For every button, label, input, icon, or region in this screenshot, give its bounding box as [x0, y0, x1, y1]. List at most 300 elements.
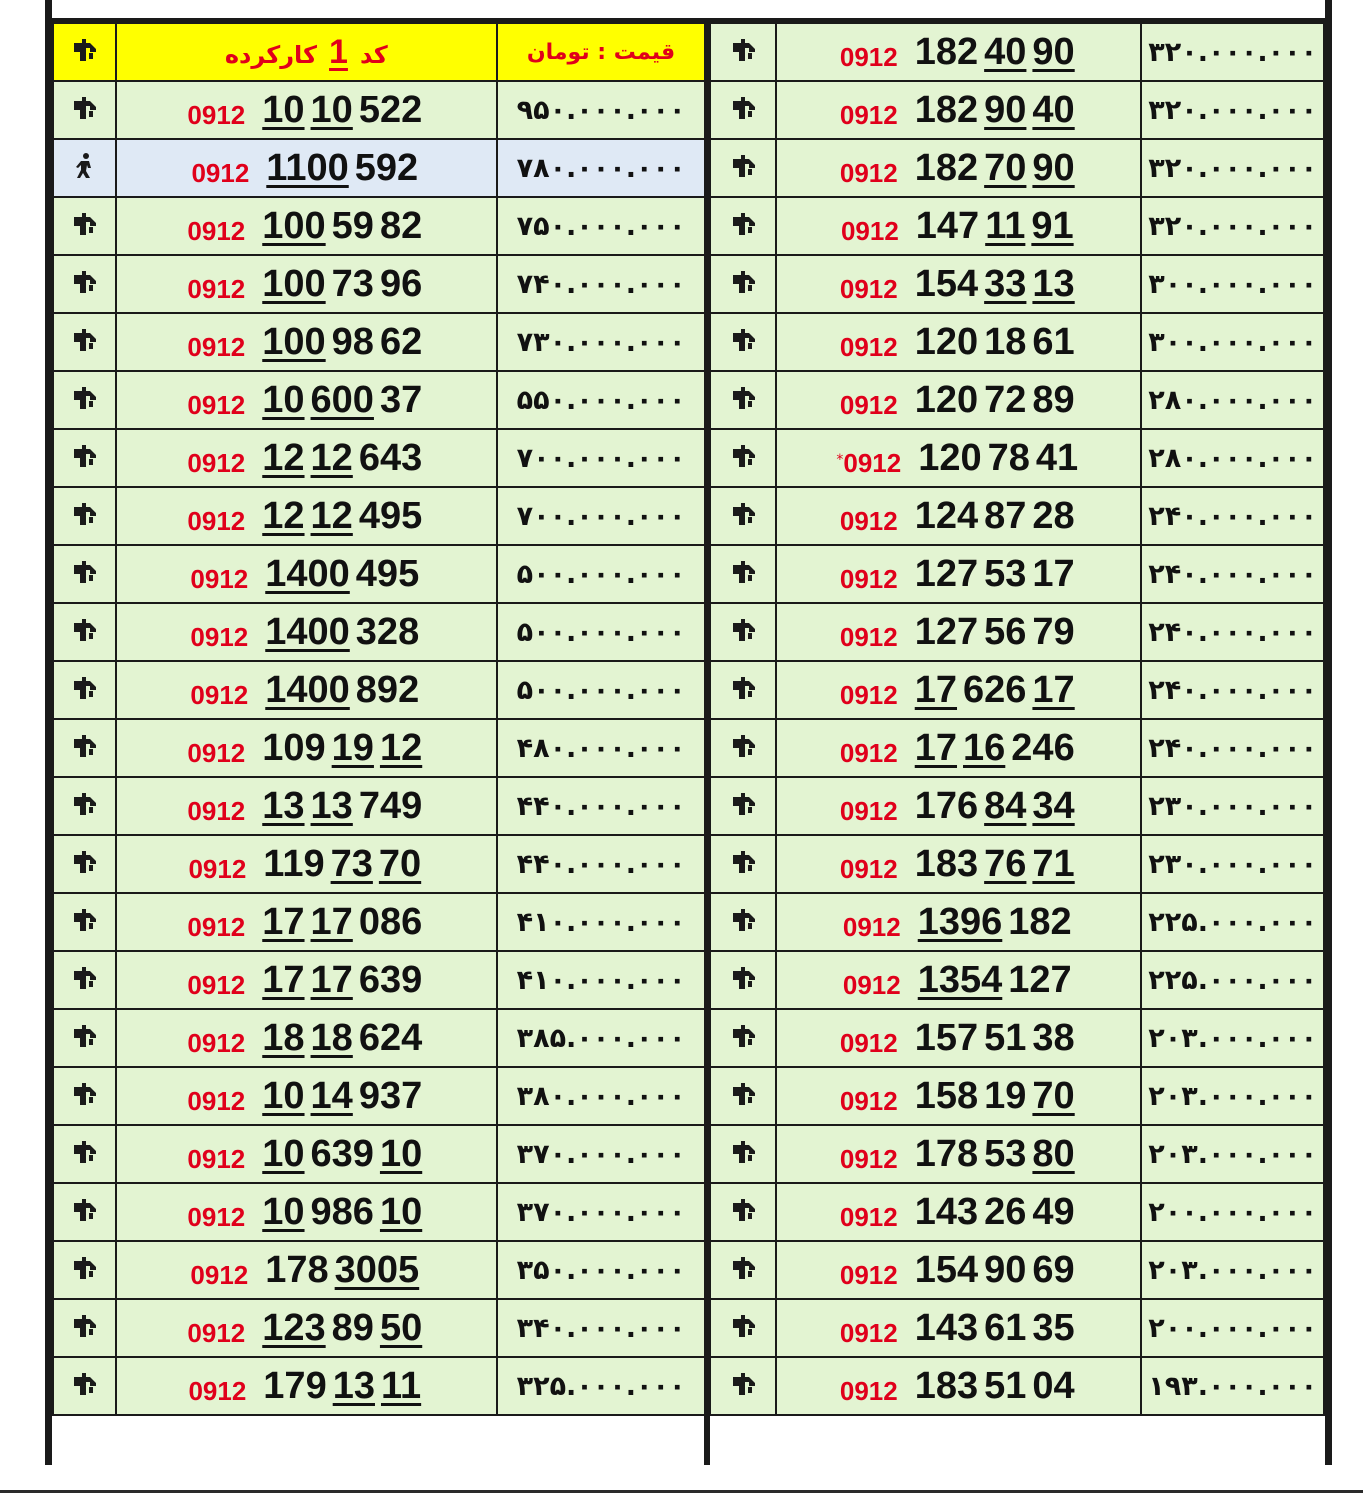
number-segment: 90	[984, 88, 1027, 131]
row-icon-cell	[53, 81, 116, 139]
number-segment: 72	[984, 378, 1027, 421]
number-prefix: 0912	[842, 969, 901, 1000]
phone-number-cell	[776, 1125, 1141, 1183]
number-prefix: 0912	[839, 41, 898, 72]
table-row	[710, 777, 1324, 835]
price-cell: ۳۴۰.۰۰۰.۰۰۰	[497, 1299, 705, 1357]
number-prefix: 0912	[839, 1085, 898, 1116]
row-icon-cell	[710, 1183, 776, 1241]
table-row	[53, 1241, 705, 1299]
phone-number-cell	[116, 661, 498, 719]
header-code-number: 1	[329, 32, 348, 71]
sim-card-icon	[69, 1311, 99, 1341]
sim-card-icon	[728, 325, 758, 355]
number-prefix: 0912	[187, 1317, 246, 1348]
number-segment: 13	[262, 784, 305, 827]
phone-number	[912, 321, 1078, 363]
header-title-suffix: کارکرده	[224, 40, 318, 69]
table-header-row	[53, 23, 705, 81]
phone-number-cell	[116, 1067, 498, 1125]
number-segment: 50	[379, 1306, 423, 1349]
number-segment: 495	[355, 552, 420, 595]
phone-number-cell	[776, 23, 1141, 81]
number-segment: 98	[331, 320, 374, 363]
phone-number-cell	[116, 545, 498, 603]
number-segment: 79	[1032, 610, 1075, 653]
number-prefix: 0912	[190, 563, 249, 594]
sim-card-icon	[69, 1253, 99, 1283]
number-prefix: 0912	[187, 1027, 246, 1058]
table-row	[710, 1009, 1324, 1067]
price-cell: ۲۴۰.۰۰۰.۰۰۰	[1141, 661, 1324, 719]
number-prefix: 0912	[187, 99, 246, 130]
sim-card-icon	[728, 383, 758, 413]
number-segment: 12	[379, 726, 423, 769]
price-cell: ۵۰۰.۰۰۰.۰۰۰	[497, 603, 705, 661]
number-prefix: 0912	[187, 273, 246, 304]
table-row	[53, 371, 705, 429]
number-prefix: 0912	[187, 215, 246, 246]
row-icon-cell	[53, 893, 116, 951]
number-segment: 13	[310, 784, 353, 827]
header-title	[224, 32, 388, 71]
number-prefix: 0912	[187, 1085, 246, 1116]
row-icon-cell	[53, 1125, 116, 1183]
sim-card-icon	[69, 267, 99, 297]
number-segment: 120	[914, 378, 979, 421]
number-segment: 1400	[265, 552, 350, 595]
phone-number-cell	[776, 603, 1141, 661]
sim-card-icon	[728, 1369, 758, 1399]
phone-number	[915, 901, 1075, 943]
sim-card-icon	[728, 35, 758, 65]
header-title-cell	[116, 23, 498, 81]
price-cell: ۵۰۰.۰۰۰.۰۰۰	[497, 661, 705, 719]
row-icon-cell	[53, 777, 116, 835]
table-row	[53, 1183, 705, 1241]
number-segment: 127	[914, 552, 979, 595]
number-prefix: 0912	[839, 273, 898, 304]
number-segment: 179	[263, 1364, 327, 1407]
phone-number	[259, 495, 425, 537]
price-cell: ۳۷۰.۰۰۰.۰۰۰	[497, 1183, 705, 1241]
number-prefix: 0912	[839, 1201, 898, 1232]
number-segment: 937	[358, 1074, 423, 1117]
sim-card-icon	[728, 789, 758, 819]
number-segment: 1100	[266, 146, 349, 189]
row-icon-cell	[710, 81, 776, 139]
number-segment: 109	[262, 726, 326, 769]
price-cell: ۷۵۰.۰۰۰.۰۰۰	[497, 197, 705, 255]
table-row	[53, 255, 705, 313]
table-row	[710, 951, 1324, 1009]
row-icon-cell	[53, 429, 116, 487]
number-segment: 17	[262, 900, 305, 943]
phone-number	[915, 437, 1081, 479]
sim-card-icon	[728, 93, 758, 123]
table-row	[53, 545, 705, 603]
phone-number	[259, 321, 425, 363]
sim-card-icon	[69, 325, 99, 355]
phone-number-cell	[776, 1067, 1141, 1125]
phone-number	[912, 263, 1078, 305]
phone-number-cell	[116, 1357, 498, 1415]
row-icon-cell	[710, 835, 776, 893]
number-prefix: 0912	[187, 505, 246, 536]
phone-number	[912, 495, 1078, 537]
sim-card-icon	[728, 267, 758, 297]
number-segment: 154	[914, 1248, 979, 1291]
number-segment: 522	[358, 88, 423, 131]
number-prefix: 0912	[839, 795, 898, 826]
table-row	[710, 139, 1324, 197]
number-segment: 10	[262, 1074, 305, 1117]
row-icon-cell	[53, 1241, 116, 1299]
price-cell: ۷۴۰.۰۰۰.۰۰۰	[497, 255, 705, 313]
price-cell: ۳۷۰.۰۰۰.۰۰۰	[497, 1125, 705, 1183]
phone-number	[259, 901, 425, 943]
number-segment: 183	[914, 842, 979, 885]
row-icon-cell	[53, 313, 116, 371]
table-row	[53, 893, 705, 951]
price-cell: ۳۲۵.۰۰۰.۰۰۰	[497, 1357, 705, 1415]
phone-number	[915, 959, 1075, 1001]
number-segment: 119	[263, 842, 325, 885]
sim-card-icon	[69, 905, 99, 935]
number-prefix: 0912	[191, 157, 250, 188]
price-cell: ۳۰۰.۰۰۰.۰۰۰	[1141, 313, 1324, 371]
number-segment: 37	[379, 378, 423, 421]
person-icon	[69, 151, 99, 181]
number-segment: 182	[914, 88, 979, 131]
table-row	[710, 1241, 1324, 1299]
number-prefix: 0912	[187, 447, 246, 478]
sim-card-icon	[69, 35, 99, 65]
left-border	[45, 0, 52, 1465]
sim-card-icon	[69, 441, 99, 471]
phone-number	[259, 1307, 425, 1349]
number-segment: 28	[1032, 494, 1075, 537]
row-icon-cell	[710, 313, 776, 371]
number-segment: 62	[379, 320, 423, 363]
table-row	[53, 603, 705, 661]
number-prefix: 0912	[839, 853, 898, 884]
phone-number	[912, 785, 1078, 827]
left-number-table	[52, 22, 706, 1416]
price-cell: ۳۲۰.۰۰۰.۰۰۰	[1141, 23, 1324, 81]
number-segment: 11	[985, 204, 1026, 247]
number-segment: 12	[310, 494, 353, 537]
number-segment: 120	[918, 436, 982, 479]
row-icon-cell	[53, 255, 116, 313]
header-price-cell	[497, 23, 705, 81]
row-icon-cell	[710, 661, 776, 719]
price-cell: ۴۱۰.۰۰۰.۰۰۰	[497, 951, 705, 1009]
price-cell: ۳۰۰.۰۰۰.۰۰۰	[1141, 255, 1324, 313]
sim-card-icon	[69, 383, 99, 413]
sim-card-icon	[69, 1137, 99, 1167]
number-segment: 17	[310, 900, 353, 943]
sim-card-icon	[69, 673, 99, 703]
price-cell: ۳۲۰.۰۰۰.۰۰۰	[1141, 81, 1324, 139]
number-prefix: 0912	[839, 563, 898, 594]
phone-number	[912, 31, 1078, 73]
number-prefix: 0912	[190, 621, 249, 652]
table-row	[53, 197, 705, 255]
number-prefix: 0912	[190, 679, 249, 710]
phone-number	[912, 89, 1078, 131]
price-cell: ۲۸۰.۰۰۰.۰۰۰	[1141, 429, 1324, 487]
phone-number-cell	[116, 1299, 498, 1357]
number-segment: 40	[1032, 88, 1075, 131]
sim-card-icon	[69, 1021, 99, 1051]
number-prefix: 0912	[839, 157, 898, 188]
sim-card-icon	[728, 963, 758, 993]
sim-card-icon	[728, 615, 758, 645]
price-cell: ۴۱۰.۰۰۰.۰۰۰	[497, 893, 705, 951]
number-segment: 51	[984, 1016, 1027, 1059]
right-number-table	[709, 22, 1325, 1416]
number-segment: 626	[963, 668, 1027, 711]
phone-number	[259, 437, 425, 479]
row-icon-cell	[710, 1357, 776, 1415]
phone-number-cell	[776, 1357, 1141, 1415]
number-segment: 154	[914, 262, 979, 305]
price-cell: ۲۰۳.۰۰۰.۰۰۰	[1141, 1009, 1324, 1067]
number-segment: 18	[984, 320, 1027, 363]
price-cell: ۴۴۰.۰۰۰.۰۰۰	[497, 835, 705, 893]
phone-number-cell	[776, 661, 1141, 719]
number-prefix: 0912	[187, 969, 246, 1000]
number-segment: 127	[914, 610, 979, 653]
number-segment: 71	[1032, 842, 1075, 885]
number-segment: 246	[1011, 726, 1075, 769]
number-segment: 17	[1032, 552, 1075, 595]
number-segment: 56	[984, 610, 1027, 653]
table-row	[53, 1009, 705, 1067]
table-row	[53, 661, 705, 719]
row-icon-cell	[53, 603, 116, 661]
number-segment: 17	[262, 958, 305, 1001]
price-cell: ۷۳۰.۰۰۰.۰۰۰	[497, 313, 705, 371]
phone-number-cell	[776, 429, 1141, 487]
row-icon-cell	[710, 951, 776, 1009]
number-segment: 59	[331, 204, 374, 247]
phone-number	[262, 553, 422, 595]
number-segment: 600	[310, 378, 374, 421]
sim-card-icon	[69, 93, 99, 123]
price-cell: ۳۸۵.۰۰۰.۰۰۰	[497, 1009, 705, 1067]
number-segment: 17	[310, 958, 353, 1001]
row-icon-cell	[53, 835, 116, 893]
price-cell: ۷۰۰.۰۰۰.۰۰۰	[497, 487, 705, 545]
price-cell: ۵۰۰.۰۰۰.۰۰۰	[497, 545, 705, 603]
table-row	[710, 429, 1324, 487]
table-row	[710, 1125, 1324, 1183]
table-row	[710, 893, 1324, 951]
number-segment: 19	[984, 1074, 1027, 1117]
phone-number	[260, 843, 424, 885]
phone-number	[262, 611, 422, 653]
sim-card-icon	[728, 847, 758, 877]
row-icon-cell	[53, 951, 116, 1009]
number-segment: 38	[1032, 1016, 1075, 1059]
phone-number	[259, 1017, 425, 1059]
number-prefix: 0912	[839, 1259, 898, 1290]
number-segment: 178	[265, 1248, 329, 1291]
sim-card-icon	[728, 441, 758, 471]
number-segment: 892	[355, 668, 420, 711]
price-cell: ۲۴۰.۰۰۰.۰۰۰	[1141, 487, 1324, 545]
row-icon-cell	[53, 197, 116, 255]
number-prefix: 0912	[843, 447, 902, 478]
price-cell: ۳۸۰.۰۰۰.۰۰۰	[497, 1067, 705, 1125]
phone-number-cell	[116, 1183, 498, 1241]
phone-number	[262, 1249, 422, 1291]
number-prefix: 0912	[842, 911, 901, 942]
row-icon-cell	[710, 719, 776, 777]
price-cell: ۲۳۰.۰۰۰.۰۰۰	[1141, 835, 1324, 893]
number-prefix: 0912	[839, 331, 898, 362]
price-cell: ۲۴۰.۰۰۰.۰۰۰	[1141, 545, 1324, 603]
table-row	[53, 313, 705, 371]
table-row	[710, 1183, 1324, 1241]
number-segment: 78	[987, 436, 1030, 479]
table-row	[710, 719, 1324, 777]
right-border	[1325, 0, 1332, 1465]
header-icon-cell	[53, 23, 116, 81]
number-segment: 143	[914, 1306, 979, 1349]
price-cell: ۲۰۰.۰۰۰.۰۰۰	[1141, 1183, 1324, 1241]
number-segment: 10	[262, 378, 305, 421]
phone-number-cell	[116, 777, 498, 835]
number-prefix: 0912	[187, 1143, 246, 1174]
number-segment: 70	[378, 842, 422, 885]
row-icon-cell	[53, 1067, 116, 1125]
phone-number-cell	[116, 1241, 498, 1299]
number-segment: 100	[262, 320, 326, 363]
phone-number-cell	[776, 545, 1141, 603]
number-segment: 183	[914, 1364, 979, 1407]
row-icon-cell	[53, 139, 116, 197]
number-segment: 3005	[334, 1248, 420, 1291]
number-prefix: 0912	[188, 1375, 247, 1406]
number-segment: 04	[1032, 1364, 1075, 1407]
sim-card-icon	[728, 1021, 758, 1051]
number-segment: 17	[914, 668, 958, 711]
number-prefix: 0912	[187, 389, 246, 420]
phone-number-cell	[776, 951, 1141, 1009]
price-cell: ۷۰۰.۰۰۰.۰۰۰	[497, 429, 705, 487]
row-icon-cell	[710, 1009, 776, 1067]
number-segment: 639	[310, 1132, 374, 1175]
table-row	[53, 1067, 705, 1125]
number-segment: 18	[310, 1016, 353, 1059]
table-row	[53, 777, 705, 835]
number-prefix: 0912	[840, 215, 899, 246]
number-segment: 11	[380, 1364, 422, 1407]
price-cell: ۲۲۵.۰۰۰.۰۰۰	[1141, 951, 1324, 1009]
star-mark: *	[836, 451, 844, 468]
row-icon-cell	[710, 255, 776, 313]
phone-number	[259, 1075, 425, 1117]
number-segment: 592	[354, 146, 419, 189]
number-segment: 87	[984, 494, 1027, 537]
row-icon-cell	[710, 429, 776, 487]
phone-number-cell	[776, 1183, 1141, 1241]
number-segment: 34	[1032, 784, 1075, 827]
number-segment: 1354	[917, 958, 1003, 1001]
number-segment: 1400	[265, 668, 350, 711]
row-icon-cell	[710, 197, 776, 255]
phone-number	[259, 89, 425, 131]
number-segment: 61	[1032, 320, 1075, 363]
phone-number	[259, 785, 425, 827]
phone-number	[912, 379, 1078, 421]
number-segment: 127	[1008, 958, 1072, 1001]
row-icon-cell	[710, 487, 776, 545]
number-segment: 120	[914, 320, 979, 363]
number-prefix: 0912	[839, 99, 898, 130]
table-row	[710, 603, 1324, 661]
number-segment: 624	[358, 1016, 423, 1059]
row-icon-cell	[710, 1299, 776, 1357]
sim-card-icon	[69, 499, 99, 529]
phone-number	[913, 205, 1077, 247]
number-segment: 69	[1032, 1248, 1075, 1291]
number-segment: 16	[963, 726, 1006, 769]
sim-card-icon	[69, 209, 99, 239]
sim-card-icon	[728, 557, 758, 587]
number-segment: 13	[332, 1364, 375, 1407]
price-cell: ۲۰۳.۰۰۰.۰۰۰	[1141, 1067, 1324, 1125]
number-segment: 19	[331, 726, 374, 769]
table-row	[53, 429, 705, 487]
number-segment: 100	[262, 262, 326, 305]
table-row	[710, 371, 1324, 429]
row-icon-cell	[710, 1125, 776, 1183]
number-segment: 33	[984, 262, 1027, 305]
phone-number-cell	[116, 487, 498, 545]
number-segment: 61	[984, 1306, 1027, 1349]
phone-number-cell	[776, 197, 1141, 255]
phone-number-cell	[116, 835, 498, 893]
number-prefix: 0912	[839, 621, 898, 652]
number-segment: 90	[1032, 146, 1075, 189]
phone-number	[912, 843, 1078, 885]
number-prefix: 0912	[188, 853, 247, 884]
phone-number-cell	[776, 255, 1141, 313]
number-segment: 1396	[917, 900, 1003, 943]
table-row	[710, 313, 1324, 371]
number-prefix: 0912	[839, 505, 898, 536]
price-cell: ۴۸۰.۰۰۰.۰۰۰	[497, 719, 705, 777]
number-segment: 90	[1032, 30, 1075, 73]
row-icon-cell	[53, 1183, 116, 1241]
number-segment: 10	[379, 1132, 423, 1175]
phone-number-cell	[116, 139, 498, 197]
number-segment: 643	[358, 436, 423, 479]
row-icon-cell	[710, 1241, 776, 1299]
phone-number	[912, 1365, 1078, 1407]
phone-number-cell	[776, 777, 1141, 835]
row-icon-cell	[53, 371, 116, 429]
sim-card-icon	[69, 1195, 99, 1225]
number-segment: 986	[310, 1190, 374, 1233]
number-prefix: 0912	[839, 737, 898, 768]
price-cell: ۲۳۰.۰۰۰.۰۰۰	[1141, 777, 1324, 835]
number-segment: 495	[358, 494, 423, 537]
